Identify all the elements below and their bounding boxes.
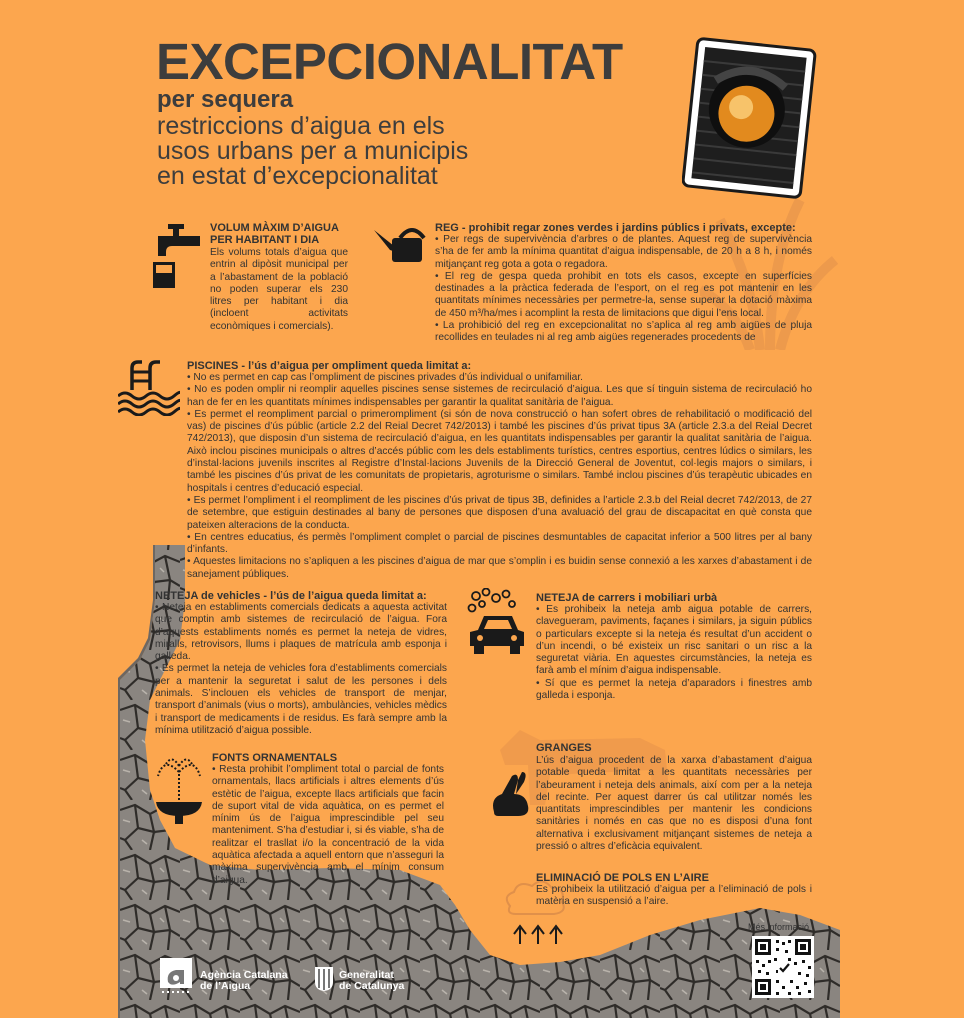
page-subtitle: per sequera bbox=[157, 86, 294, 113]
reg-heading: REG - prohibit regar zones verdes i jardins públics i privats, excepte: bbox=[435, 222, 796, 234]
volum-body: Els volums totals d’aigua que entrin al dipòsit municipal per a l’abastament de la població no poden superar els 230 litres per habitant i dia (incloent activitats econòmiques i comercials). bbox=[210, 247, 348, 332]
faucet-icon bbox=[150, 222, 202, 290]
subtitle-line: restriccions d’aigua en els bbox=[157, 112, 445, 140]
neteja-vehicles-item: • Es permet la neteja de vehicles fora d’establiments comercials per a mantenir la seguretat i salut de les persones i dels animals. S’inclouen els vehicles de transport de menjar, transport d’animals (vius o morts), ambulàncies, vehicles mèdics i transport de medicaments i de residus. Es farà sempre amb la mínima utilització d’aigua possible. bbox=[155, 663, 447, 736]
neteja-vehicles-body bbox=[155, 602, 447, 737]
rabbit-icon bbox=[488, 772, 532, 818]
piscines-item: • Es permet el reompliment parcial o primerompliment (si són de nova construcció o han sofert obres de rehabilitació o modificació del vas) de piscines d’ús públic (article 2.2 del Reial Decret 742/2013) i també les piscines d’ús privat tipus 3A (article 2.3.a del Reial Decret 742/2013), que disposin d’un sistema de recirculació d’aigua, en les quantitats indispensables per garantir la qualitat sanitària de l’aigua. Això inclou piscines municipals o altres d’accés públic com les dels establiments turístics, centres esportius, centres lúdics o similars, les d’instal·lacions juvenils inscrites al Registre d’Instal·lacions Juvenils de la Direcció General de Joventut, col·legis majors o similars, i també les piscines d’ús privat de les comunitats de propietaris, agroturisme o similars. També inclou piscines d’ús terapèutic ubicades en hospitals i centres d’educació especial. bbox=[187, 408, 812, 494]
subtitle-line: usos urbans per a municipis bbox=[157, 137, 469, 165]
reg-item: • El reg de gespa queda prohibit en tots els casos, excepte en superfícies destinades a la pràctica federada de l’esport, on el reg es pot mantenir en les quantitats mínimes necessàries per permetre-la, sense superar la dotació màxima de 450 m³/ha/mes i acomplint la resta de limitacions que digui l’ens local. bbox=[435, 270, 812, 319]
fonts-heading: FONTS ORNAMENTALS bbox=[212, 752, 338, 764]
neteja-carrers-body bbox=[536, 604, 812, 702]
neteja-carrers-item: • Sí que es permet la neteja d’aparadors i finestres amb galleda i esponja. bbox=[536, 677, 812, 702]
reg-item: • La prohibició del reg en excepcionalitat no s’aplica al reg amb aigües de pluja recollides en teulades ni al reg amb aigües regenerades procedents de bbox=[435, 320, 812, 344]
traffic-light-icon bbox=[682, 36, 817, 201]
aca-line: Agència Catalana bbox=[200, 969, 288, 981]
generalitat-logo-text bbox=[339, 970, 404, 992]
pols-heading: ELIMINACIÓ DE POLS EN L’AIRE bbox=[536, 872, 709, 884]
neteja-carrers-item: • Es prohibeix la neteja amb aigua potable de carrers, clavegueram, paviments, façanes i similars, ja siguin públics o particulars excepte si la neteja és resultat d’un accident o d’un incendi, o bé existeix un risc sanitari o un risc a la seguretat viària. En aquestes circumstàncies, la neteja es farà amb el mínim d’aigua indispensable. bbox=[536, 604, 812, 677]
generalitat-logo-icon bbox=[314, 966, 334, 992]
piscines-item: • No es permet en cap cas l’ompliment de piscines privades d’ús individual o unifamiliar. bbox=[187, 372, 583, 383]
granges-body: L’ús d’aigua procedent de la xarxa d’abastament d’aigua potable queda limitat a les quantitats necessàries per l’abeurament i neteja dels animals, així com per a la neteja del recinte. Per aquest darrer ús cal utilitzar només les quantitats imprescindibles per mantenir les condicions sanitàries i només en cas que no es disposi d’una font alternativa i exclusivament mitjançant sistemes de neteja a pressió o altres d’eficàcia equivalent. bbox=[536, 755, 812, 853]
reg-item: • Per regs de supervivència d’arbres o de plantes. Aquest reg de supervivència s’ha de fer amb la mínima quantitat d’aigua indispensable, de 20 h a 8 h, i només mitjançant reg gota a gota o regadora. bbox=[435, 234, 812, 270]
fountain-icon bbox=[154, 752, 204, 826]
volum-heading-line: VOLUM MÀXIM D’AIGUA bbox=[210, 222, 339, 234]
neteja-vehicles-heading-bold: NETEJA de vehicles bbox=[155, 590, 261, 602]
neteja-vehicles-item: • Neteja en establiments comercials dedicats a aquesta activitat que comptin amb sistemes de recirculació de l’aigua. Fora d’aquests establiments només es permet la neteja de vidres, miralls, retrovisors, llums i plaques de matrícula amb esponja i galleda. bbox=[155, 602, 447, 663]
watering-can-icon bbox=[372, 222, 428, 264]
pols-body: Es prohibeix la utilització d’aigua per a l’eliminació de pols i matèria en suspensió a l’aire. bbox=[536, 884, 812, 908]
neteja-carrers-heading: NETEJA de carrers i mobiliari urbà bbox=[536, 592, 718, 604]
subtitle-line: en estat d’excepcionalitat bbox=[157, 162, 438, 190]
generalitat-line: Generalitat bbox=[339, 969, 394, 981]
car-wash-icon bbox=[466, 588, 528, 656]
piscines-item: • En centres educatius, és permès l’ompliment complet o parcial de piscines desmuntables de capacitat inferior a 500 litres per al bany d’infants. bbox=[187, 531, 812, 556]
piscines-heading: PISCINES - l’ús d’aigua per ompliment queda limitat a: bbox=[187, 360, 472, 372]
qr-code-icon[interactable] bbox=[752, 936, 814, 998]
reg-body bbox=[435, 234, 812, 345]
aca-logo-text bbox=[200, 970, 288, 992]
fonts-body: • Resta prohibit l’ompliment total o parcial de fonts ornamentals, llacs artificials i altres elements d’ús estètic de l’aigua, excepte llacs artificials que facin de suport vital de vida aquàtica, on es permet el mínim ús de l’aigua imprescindible pel seu manteniment. S’ha d’estudiar i, si és viable, s’ha de realitzar el trasllat i/o la concentració de la vida aquàtica afectada a aquell entorn que n’asseguri la màxima supervivència amb el mínim consum d’aigua. bbox=[212, 764, 444, 886]
neteja-vehicles-heading bbox=[155, 590, 455, 602]
page-subtitle-lines bbox=[157, 114, 577, 189]
piscines-item: • Aquestes limitacions no s’apliquen a les piscines d’aigua de mar que s’omplin i es buidin sense connexió a les xarxes d’abastament i de sanejament públiques. bbox=[187, 556, 812, 580]
volum-heading bbox=[210, 222, 350, 247]
piscines-item: • Es permet l’ompliment i el reompliment de les piscines d’ús privat de tipus 3B, definides a l’article 2.3.b del Reial decret 742/2013, de 27 de setembre, que estiguin destinades al bany de persones que disposen d’una avaluació del grau de discapacitat en què consta que pateixen alteracions de la conducta. bbox=[187, 494, 812, 531]
mes-informacio-label: Més informació bbox=[748, 922, 810, 932]
generalitat-line: de Catalunya bbox=[339, 980, 405, 992]
page-title: EXCEPCIONALITAT bbox=[156, 33, 623, 90]
piscines-body bbox=[187, 372, 812, 581]
neteja-vehicles-heading-rest: - l’ús de l’aigua queda limitat a: bbox=[260, 590, 427, 602]
swimming-pool-icon bbox=[118, 360, 180, 416]
granges-heading: GRANGES bbox=[536, 742, 592, 754]
volum-heading-line: PER HABITANT I DIA bbox=[210, 234, 320, 247]
piscines-item: • No es poden omplir ni reomplir aquelles piscines sense sistemes de recirculació d’aigua. Les que sí tinguin sistema de recirculació ho han de fer en les quantitats mínimes indispensables per garantir la qualitat sanitària de l’aigua. bbox=[187, 384, 812, 408]
aca-line: de l’Aigua bbox=[200, 980, 251, 992]
aca-logo-icon bbox=[160, 958, 196, 994]
